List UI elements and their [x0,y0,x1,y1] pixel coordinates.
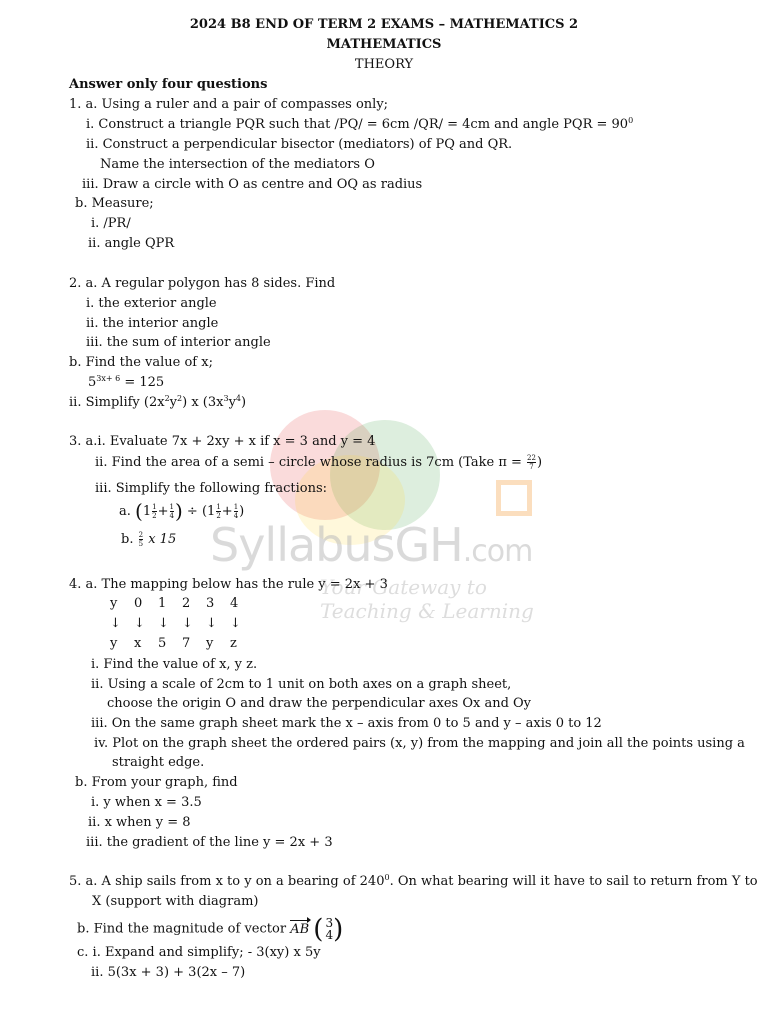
q2-a: 2. a. A regular polygon has 8 sides. Find [69,276,336,291]
q1-a: 1. a. Using a ruler and a pair of compasses only; [69,97,389,112]
mapping-row-3: y x 5 7 y z [110,636,237,651]
subject-heading: MATHEMATICS [326,37,442,52]
q4-b-ii: ii. x when y = 8 [88,815,191,830]
q4-a-ii-b: choose the origin O and draw the perpendicular axes Ox and Oy [107,696,532,711]
q5-b: b. Find the magnitude of vector AB ( 3 4 ) [77,914,344,945]
q4-a-iv-b: straight edge. [112,755,205,770]
q4-a-iv: iv. Plot on the graph sheet the ordered pairs (x, y) from the mapping and join all the points using a [94,736,745,751]
q1-b: b. Measure; [75,196,154,211]
q4-b: b. From your graph, find [75,775,238,790]
q4-b-iii: iii. the gradient of the line y = 2x + 3 [86,835,333,850]
mapping-arrows: ↓ ↓ ↓ ↓ ↓ ↓ [110,616,241,631]
q1-a-iii: iii. Draw a circle with O as centre and OQ as radius [82,177,423,192]
q2-a-ii: ii. the interior angle [86,316,219,331]
instruction: Answer only four questions [69,77,268,92]
q3-fraction-b: b. $\frac{2}{5}$ x 15 [121,531,177,548]
column-vector: 3 4 [325,916,334,942]
pi-fraction: $\frac{22}{7}$ [527,454,536,471]
q1-a-ii-b: Name the intersection of the mediators O [100,157,375,172]
watermark-square [496,480,532,516]
q5-a: 5. a. A ship sails from x to y on a bearing of $240^0$. On what bearing will it have to sail to return from Y to [69,873,758,889]
q4-a-ii: ii. Using a scale of 2cm to 1 unit on both axes on a graph sheet, [91,677,512,692]
q4-b-i: i. y when x = 3.5 [91,795,202,810]
watermark-tagline: Your Gateway to Teaching & Learning [320,575,534,623]
q2-b-equation: $5^{3x+ 6} = 125$ [88,374,165,390]
q2-b-ii: ii. Simplify $(2x^2y^2)$ x $(3x^3y^4)$ [69,394,247,410]
q3-a-ii: ii. Find the area of a semi – circle whose radius is 7cm (Take π = $\frac{22}{7}$ ) [95,454,543,471]
q3-fraction-a: a. (1 $\frac{1}{2}$ + $\frac{1}{4}$ ) ÷ (1 $\frac{1}{2}$ + $\frac{1}{4}$ ) [119,499,245,523]
vector-ab: AB [290,921,310,937]
q1-b-ii: ii. angle QPR [88,236,175,251]
q1-b-i: i. /PR/ [91,216,131,231]
watermark-brand: SyllabusGH.com [210,518,533,572]
mapping-row-1: y 0 1 2 3 4 [110,596,239,611]
q4-a: 4. a. The mapping below has the rule y = 2x + 3 [69,577,388,592]
q1-a-ii: ii. Construct a perpendicular bisector (mediators) of PQ and QR. [86,137,513,152]
q1-a-i: i. Construct a triangle PQR such that /PQ/ = 6cm /QR/ = 4cm and angle PQR = $90^0$ [86,116,634,132]
section-heading: THEORY [354,57,414,72]
q4-a-iii: iii. On the same graph sheet mark the x – axis from 0 to 5 and y – axis 0 to 12 [91,716,602,731]
q3-a-i: 3. a.i. Evaluate 7x + 2xy + x if x = 3 and y = 4 [69,434,376,449]
q2-b: b. Find the value of x; [69,355,213,370]
q3-a-iii: iii. Simplify the following fractions: [95,481,328,496]
q5-c-i: c. i. Expand and simplify; - 3(xy) x 5y [77,945,321,960]
q5-a-b: X (support with diagram) [92,894,259,909]
q5-c-ii: ii. 5(3x + 3) + 3(2x – 7) [91,965,246,980]
q4-a-i: i. Find the value of x, y z. [91,657,258,672]
q2-a-iii: iii. the sum of interior angle [86,335,271,350]
exam-title: 2024 B8 END OF TERM 2 EXAMS – MATHEMATICS 2 [189,17,579,32]
q2-a-i: i. the exterior angle [86,296,217,311]
